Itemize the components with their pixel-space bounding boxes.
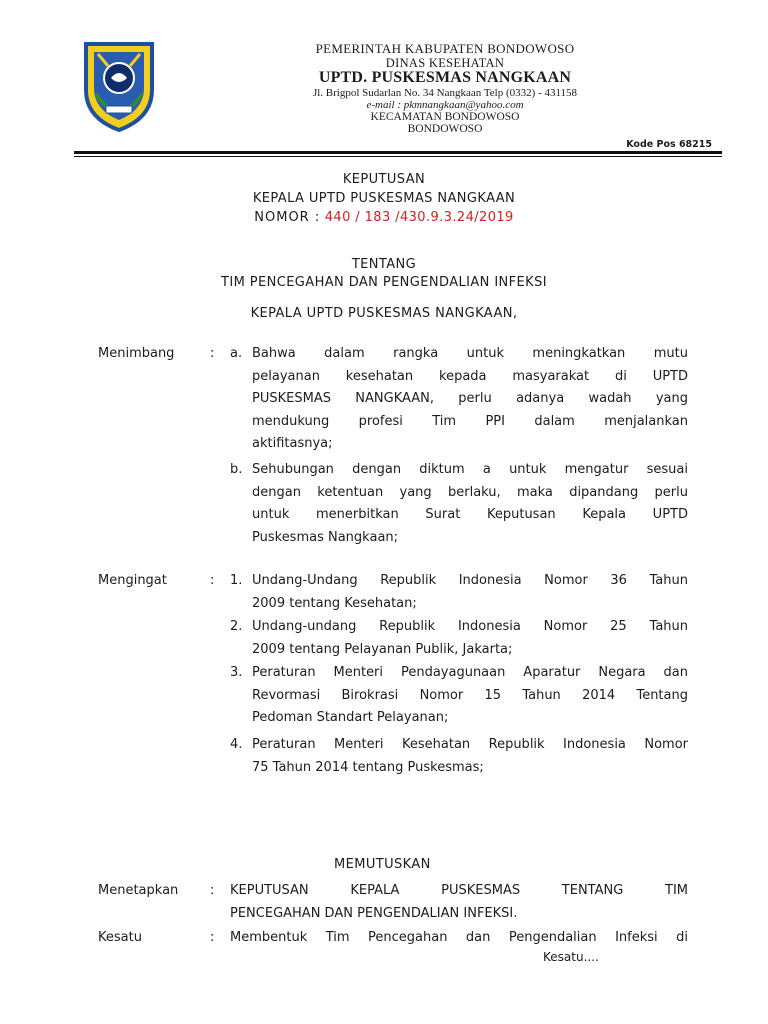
mengingat-item-3 [252, 662, 688, 730]
letterhead-title: UPTD. PUSKESMAS NANGKAAN [318, 69, 572, 86]
menimbang-a-line-5: aktifitasnya; [252, 436, 333, 451]
kesatu-text [230, 927, 688, 950]
menimbang-colon: : [210, 346, 215, 361]
mengingat-colon: : [210, 573, 215, 588]
letterhead-kecamatan: KECAMATAN BONDOWOSO [370, 111, 520, 123]
menimbang-b-line-2: dengan ketentuan yang berlaku, maka dipandang perlu [252, 484, 688, 500]
menimbang-marker-a: a. [230, 346, 243, 361]
mengingat-2-line-2: 2009 tentang Pelayanan Publik, Jakarta; [252, 641, 513, 657]
decree-issuer: KEPALA UPTD PUSKESMAS NANGKAAN [252, 191, 516, 206]
postal-code: Kode Pos 68215 [626, 139, 712, 150]
kesatu-line-1: Membentuk Tim Pencegahan dan Pengendalian Infeksi di [230, 930, 688, 945]
mengingat-item-2 [252, 616, 688, 661]
decree-tentang: TENTANG [351, 257, 417, 272]
mengingat-marker-2: 2. [230, 619, 243, 634]
menetapkan-line-1: KEPUTUSAN KEPALA PUSKESMAS TENTANG TIM [230, 883, 688, 898]
menetapkan-colon: : [210, 883, 215, 898]
letterhead-government: PEMERINTAH KABUPATEN BONDOWOSO [315, 41, 575, 56]
letterhead-divider-thick [74, 151, 722, 154]
menetapkan-line-2: PENCEGAHAN DAN PENGENDALIAN INFEKSI. [230, 905, 518, 921]
menimbang-b-line-3: untuk menerbitkan Surat Keputusan Kepala UPTD [252, 507, 688, 522]
menetapkan-text [230, 880, 688, 925]
menetapkan-label: Menetapkan [98, 883, 179, 898]
decree-addressee: KEPALA UPTD PUSKESMAS NANGKAAN, [250, 306, 518, 321]
menimbang-a-line-4: mendukung profesi Tim PPI dalam menjalankan [252, 413, 688, 429]
mengingat-marker-3: 3. [230, 665, 243, 680]
mengingat-1-line-1: Undang-Undang Republik Indonesia Nomor 36 Tahun [252, 573, 688, 588]
menimbang-label: Menimbang [98, 346, 175, 361]
mengingat-3-line-2: Revormasi Birokrasi Nomor 15 Tahun 2014 Tentang [252, 687, 688, 703]
menimbang-a-line-1: Bahwa dalam rangka untuk meningkatkan mutu [252, 346, 688, 361]
mengingat-4-line-2: 75 Tahun 2014 tentang Puskesmas; [252, 759, 484, 775]
mengingat-label: Mengingat [98, 573, 167, 588]
letterhead-address: Jl. Brigpol Sudarlan No. 34 Nangkaan Telp (0332) - 431158 [312, 87, 578, 99]
bondowoso-crest-logo [78, 38, 160, 134]
menimbang-a-line-3: PUSKESMAS NANGKAAN, perlu adanya wadah yang [252, 391, 688, 406]
memutuskan-heading: MEMUTUSKAN [334, 857, 431, 872]
mengingat-1-line-2: 2009 tentang Kesehatan; [252, 595, 417, 611]
mengingat-marker-1: 1. [230, 573, 243, 588]
menimbang-a-line-2: pelayanan kesehatan kepada masyarakat di UPTD [252, 368, 688, 384]
page-continuation: Kesatu.... [543, 950, 599, 964]
kesatu-label: Kesatu [98, 930, 142, 945]
menimbang-b-line-1: Sehubungan dengan diktum a untuk mengatur sesuai [252, 462, 688, 477]
menimbang-item-b [252, 459, 688, 549]
decree-number-value: 440 / 183 /430.9.3.24/2019 [324, 210, 514, 225]
decree-number-label: NOMOR : [254, 210, 321, 225]
decree-subject: TIM PENCEGAHAN DAN PENGENDALIAN INFEKSI [221, 275, 547, 290]
mengingat-item-1 [252, 570, 688, 615]
letterhead-email: e-mail : pkmnangkaan@yahoo.com [366, 99, 524, 111]
mengingat-3-line-3: Pedoman Standart Pelayanan; [252, 710, 449, 725]
decree-heading: KEPUTUSAN [342, 172, 426, 187]
letterhead-department: DINAS KESEHATAN [385, 56, 505, 70]
letterhead-city: BONDOWOSO [407, 123, 483, 135]
menimbang-b-line-4: Puskesmas Nangkaan; [252, 529, 399, 545]
letterhead-divider-thin [74, 156, 722, 157]
kesatu-colon: : [210, 930, 215, 945]
mengingat-2-line-1: Undang-undang Republik Indonesia Nomor 25 Tahun [252, 619, 688, 634]
mengingat-4-line-1: Peraturan Menteri Kesehatan Republik Indonesia Nomor [252, 737, 688, 752]
mengingat-3-line-1: Peraturan Menteri Pendayagunaan Aparatur Negara dan [252, 665, 688, 680]
menimbang-item-a [252, 343, 688, 456]
decree-number [0, 210, 768, 225]
menimbang-marker-b: b. [230, 462, 243, 477]
mengingat-item-4 [252, 734, 688, 779]
mengingat-marker-4: 4. [230, 737, 243, 752]
